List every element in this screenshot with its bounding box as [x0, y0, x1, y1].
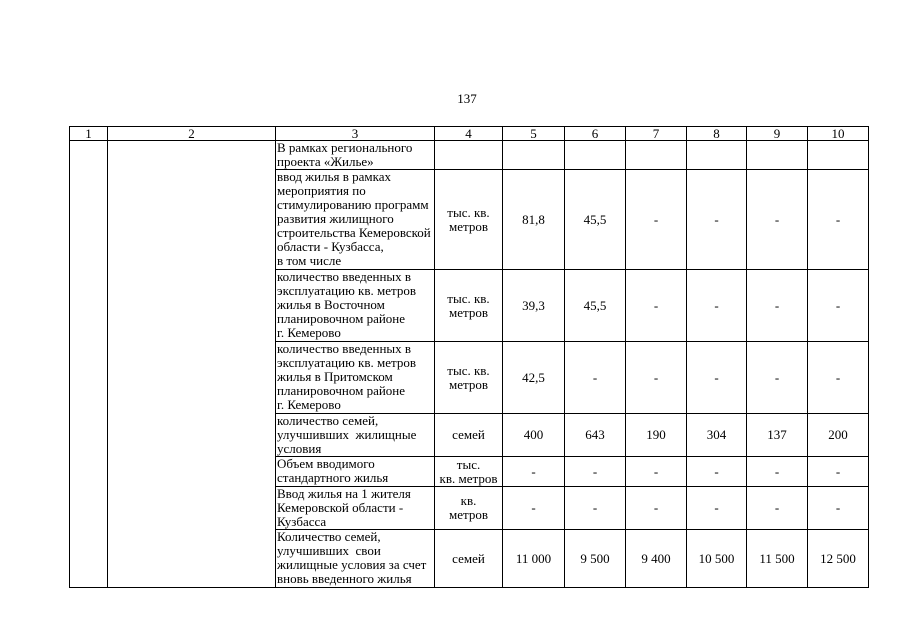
value-cell-col-9: - [747, 270, 808, 342]
value-cell-col-10: 12 500 [808, 530, 869, 588]
table-header-row [70, 127, 869, 141]
value-cell-col-10: - [808, 170, 869, 270]
unit-cell: семей [435, 530, 503, 588]
value-cell-col-10: - [808, 270, 869, 342]
indicators-table [69, 126, 869, 588]
header-cell-col-8: 8 [687, 127, 747, 141]
value-cell-col-9: 137 [747, 414, 808, 457]
value-cell-col-6: 45,5 [565, 170, 626, 270]
header-cell-col-2: 2 [108, 127, 276, 141]
header-cell-col-7: 7 [626, 127, 687, 141]
value-cell-col-10: 200 [808, 414, 869, 457]
indicator-cell: количество семей, улучшивших жилищные условия [276, 414, 435, 457]
indicator-cell: количество введенных в эксплуатацию кв. метров жилья в Притомском планировочном районе г. Кемерово [276, 342, 435, 414]
name-column-cell [108, 141, 276, 588]
value-cell-col-10: - [808, 457, 869, 487]
value-cell-col-6 [565, 141, 626, 170]
value-cell-col-7 [626, 141, 687, 170]
value-cell-col-7: - [626, 457, 687, 487]
value-cell-col-6: - [565, 487, 626, 530]
header-cell-col-4: 4 [435, 127, 503, 141]
header-cell-col-1: 1 [70, 127, 108, 141]
value-cell-col-5: 400 [503, 414, 565, 457]
value-cell-col-8 [687, 141, 747, 170]
unit-cell [435, 141, 503, 170]
value-cell-col-9: - [747, 457, 808, 487]
value-cell-col-6: 9 500 [565, 530, 626, 588]
value-cell-col-6: 643 [565, 414, 626, 457]
value-cell-col-7: 190 [626, 414, 687, 457]
indicator-cell: количество введенных в эксплуатацию кв. метров жилья в Восточном планировочном районе г. Кемерово [276, 270, 435, 342]
indicator-cell: Ввод жилья на 1 жителя Кемеровской области - Кузбасса [276, 487, 435, 530]
value-cell-col-9: 11 500 [747, 530, 808, 588]
value-cell-col-10 [808, 141, 869, 170]
page-number: 137 [457, 91, 477, 106]
header-cell-col-9: 9 [747, 127, 808, 141]
value-cell-col-10: - [808, 487, 869, 530]
value-cell-col-6: - [565, 457, 626, 487]
indicator-cell: Количество семей, улучшивших свои жилищные условия за счет вновь введенного жилья [276, 530, 435, 588]
header-cell-col-5: 5 [503, 127, 565, 141]
value-cell-col-5: 11 000 [503, 530, 565, 588]
value-cell-col-7: - [626, 487, 687, 530]
value-cell-col-8: 10 500 [687, 530, 747, 588]
value-cell-col-5: - [503, 457, 565, 487]
number-column-cell [70, 141, 108, 588]
value-cell-col-7: - [626, 270, 687, 342]
value-cell-col-7: 9 400 [626, 530, 687, 588]
value-cell-col-9 [747, 141, 808, 170]
value-cell-col-8: 304 [687, 414, 747, 457]
value-cell-col-8: - [687, 457, 747, 487]
value-cell-col-5: 81,8 [503, 170, 565, 270]
unit-cell: тыс. кв. метров [435, 170, 503, 270]
unit-cell: тыс. кв. метров [435, 457, 503, 487]
header-cell-col-6: 6 [565, 127, 626, 141]
value-cell-col-5: - [503, 487, 565, 530]
value-cell-col-8: - [687, 170, 747, 270]
indicator-cell: Объем вводимого стандартного жилья [276, 457, 435, 487]
value-cell-col-7: - [626, 170, 687, 270]
value-cell-col-9: - [747, 170, 808, 270]
value-cell-col-9: - [747, 487, 808, 530]
indicator-cell: ввод жилья в рамках мероприятия по стимулированию программ развития жилищного строительства Кемеровской области - Кузбасса, в том числе [276, 170, 435, 270]
value-cell-col-6: 45,5 [565, 270, 626, 342]
unit-cell: тыс. кв. метров [435, 270, 503, 342]
value-cell-col-10: - [808, 342, 869, 414]
value-cell-col-7: - [626, 342, 687, 414]
unit-cell: семей [435, 414, 503, 457]
value-cell-col-9: - [747, 342, 808, 414]
unit-cell: кв. метров [435, 487, 503, 530]
value-cell-col-8: - [687, 487, 747, 530]
header-cell-col-3: 3 [276, 127, 435, 141]
table-row [70, 141, 869, 170]
value-cell-col-5: 39,3 [503, 270, 565, 342]
unit-cell: тыс. кв. метров [435, 342, 503, 414]
value-cell-col-5 [503, 141, 565, 170]
value-cell-col-8: - [687, 342, 747, 414]
header-cell-col-10: 10 [808, 127, 869, 141]
value-cell-col-6: - [565, 342, 626, 414]
value-cell-col-8: - [687, 270, 747, 342]
value-cell-col-5: 42,5 [503, 342, 565, 414]
indicator-cell: В рамках регионального проекта «Жилье» [276, 141, 435, 170]
